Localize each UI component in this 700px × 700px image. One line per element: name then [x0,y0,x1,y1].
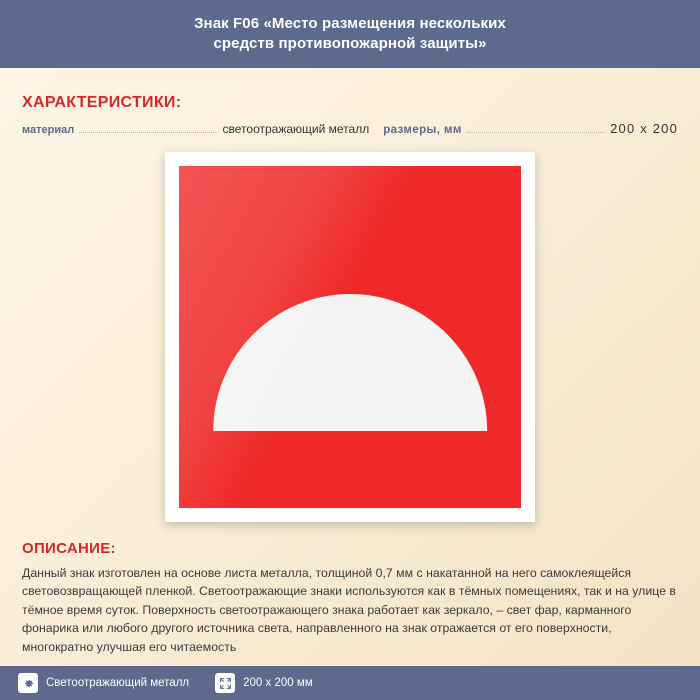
sign-red-field [179,166,521,508]
page-title-line1: Знак F06 «Место размещения нескольких [194,14,506,32]
semicircle-shape-icon [213,294,487,431]
footer-size-item [215,673,313,693]
sign-card [165,152,535,522]
specs-row [22,121,678,136]
page-title [164,14,536,55]
page-title-line2: средств противопожарной защиты» [213,35,487,52]
footer-size-text: 200 x 200 мм [243,677,313,689]
size-label: размеры, мм [383,124,462,136]
material-label: материал [22,124,75,136]
material-value: светоотражающий металл [222,122,370,136]
page-footer [0,666,700,700]
footer-material-text: Светоотражающий металл [46,677,190,689]
page-header [0,0,700,68]
page-content [0,68,700,666]
dot-leader-size [467,132,605,133]
size-value: 200 x 200 [610,121,678,136]
description-title: ОПИСАНИЕ: [22,540,116,557]
sign-image-wrapper [22,152,678,522]
description-text: Данный знак изготовлен на основе листа металла, толщиной 0,7 мм с накатанной на него самоклеящейся световозвращающей пленкой. Светоотражающие знаки используются как в тёмных помещениях, так и на улице в тёмное время суток. Поверхность светоотражающего знака работает как зеркало, – свет фар, карманного фонарика или любого другого источника света, направленного на знак отражается от его поверхности, многократно улучшая его читаемость [22,566,676,654]
dot-leader-material [79,132,217,133]
resize-icon [215,673,235,693]
footer-material-item [18,673,189,693]
specs-section-title: ХАРАКТЕРИСТИКИ: [22,94,182,111]
gear-icon [18,673,38,693]
